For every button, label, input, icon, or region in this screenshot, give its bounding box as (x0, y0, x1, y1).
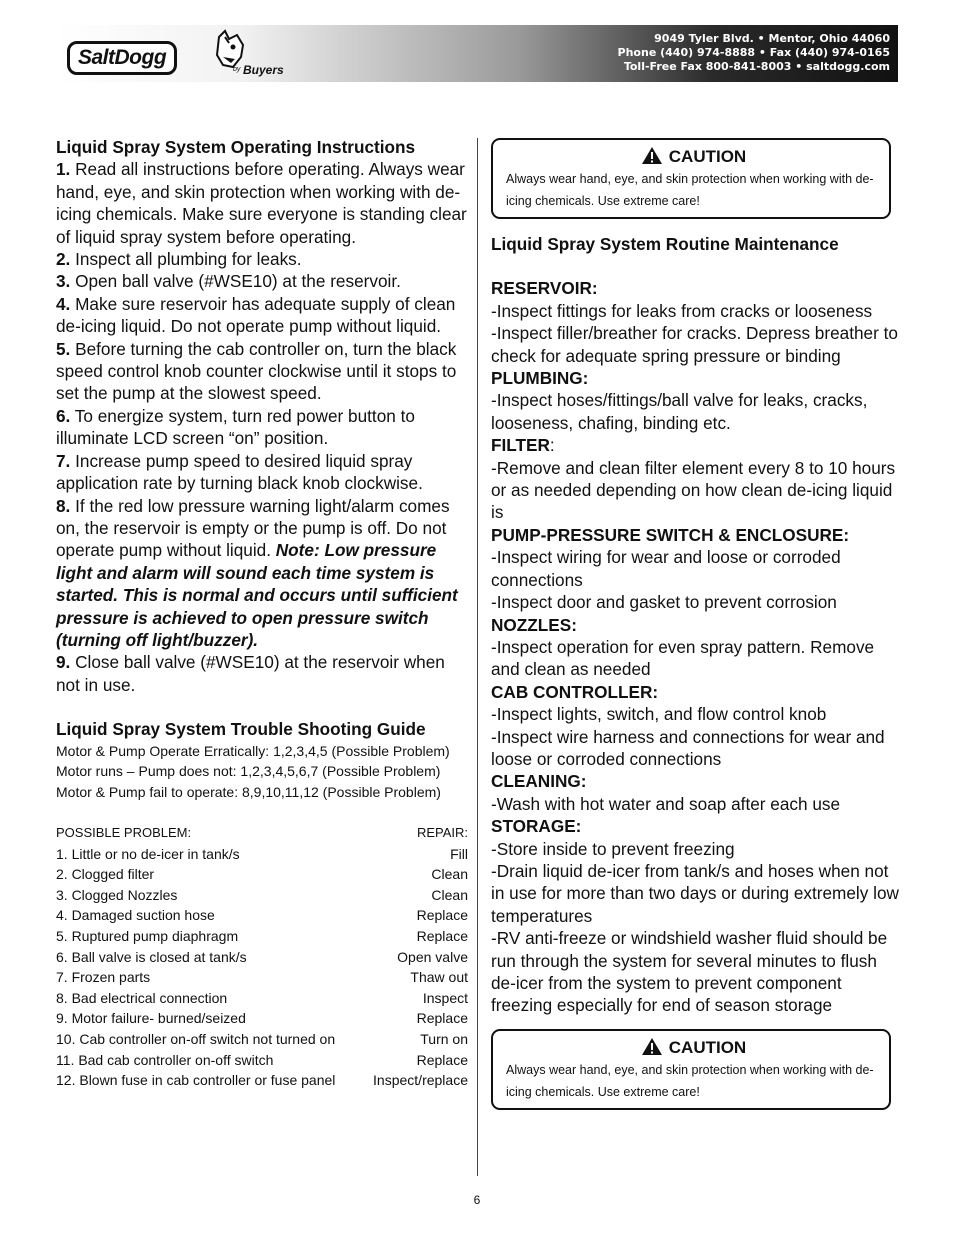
problem-cell: 8. Bad electrical connection (56, 989, 228, 1006)
instruction-step (56, 450, 468, 495)
step-number: 7. (56, 450, 71, 471)
table-row (56, 947, 468, 968)
logo-by: by (233, 66, 241, 73)
table-row (56, 1050, 468, 1071)
repair-cell: Inspect (422, 989, 468, 1006)
step-number: 8. (56, 495, 71, 516)
pump-item: -Inspect wiring for wear and loose or corroded connections (491, 547, 841, 590)
column-divider (477, 138, 478, 1176)
logo-wordmark: SaltDogg (67, 41, 177, 75)
page-number: 6 (473, 1193, 481, 1207)
step-text: Open ball valve (#WSE10) at the reservoir. (70, 271, 401, 292)
storage-heading: STORAGE: (491, 816, 582, 837)
step-text: Make sure reservoir has adequate supply of clean de-icing liquid. Do not operate pump without liquid. (56, 293, 456, 337)
step-number: 3. (56, 271, 71, 292)
reservoir-item: -Inspect fittings for leaks from cracks or looseness (491, 300, 873, 321)
nozzles-item: -Inspect operation for even spray pattern. Remove and clean as needed (491, 636, 875, 680)
step-number: 2. (56, 249, 71, 270)
troubleshooting-title: Liquid Spray System Trouble Shooting Guide (56, 719, 426, 740)
cab-controller-item: -Inspect wire harness and connections for wear and loose or corroded connections (491, 726, 885, 769)
step-text: Increase pump speed to desired liquid spray application rate by turning black knob clockwise. (56, 450, 423, 494)
cleaning-heading: CLEANING: (491, 771, 587, 792)
troubleshooting-summary (56, 741, 468, 803)
table-row (56, 864, 468, 885)
troubleshooting-header (56, 823, 468, 844)
caution-title: CAUTION (668, 1037, 747, 1057)
cab-controller-item: -Inspect lights, switch, and flow control knob (491, 704, 827, 725)
problem-cell: 9. Motor failure- burned/seized (56, 1010, 246, 1027)
caution-box-top (491, 138, 891, 219)
repair-cell: Thaw out (410, 969, 468, 986)
step-text: Read all instructions before operating. Always wear hand, eye, and skin protection when working with de-icing chemicals. Make sure everyone is standing clear of liquid spray system before operating. (56, 159, 467, 247)
dog-head-icon (213, 29, 247, 71)
step-text: To energize system, turn red power button to illuminate LCD screen “on” position. (56, 405, 415, 449)
table-row (56, 967, 468, 988)
step-text: If the red low pressure warning light/alarm comes on, the reservoir is empty or the pump is off. Do not operate pump without liquid. (56, 495, 450, 561)
filter-heading (491, 434, 901, 456)
problem-cell: 2. Clogged filter (56, 866, 155, 883)
repair-cell: Replace (416, 1010, 468, 1027)
problem-cell: 11. Bad cab controller on-off switch (56, 1051, 274, 1068)
repair-cell: Inspect/replace (373, 1072, 468, 1089)
instruction-step (56, 338, 468, 405)
repair-cell: Clean (431, 886, 468, 903)
pump-heading: PUMP-PRESSURE SWITCH & ENCLOSURE: (491, 524, 850, 545)
instruction-step (56, 651, 468, 696)
caution-box-bottom (491, 1029, 891, 1110)
instructions-title: Liquid Spray System Operating Instructions (56, 137, 416, 157)
filter-heading-text: FILTER (491, 435, 550, 456)
symptom-line: Motor runs – Pump does not: 1,2,3,4,5,6,7 (Possible Problem) (56, 763, 441, 780)
phone-fax: Phone (440) 974-8888 • Fax (440) 974-0165 (617, 46, 890, 59)
problem-cell: 6. Ball valve is closed at tank/s (56, 948, 247, 965)
page-header (55, 25, 898, 82)
instruction-step (56, 495, 468, 652)
pump-item: -Inspect door and gasket to prevent corrosion (491, 592, 837, 613)
instruction-step (56, 270, 468, 292)
instructions-steps (56, 158, 468, 696)
step-number: 4. (56, 293, 71, 314)
step-text: Close ball valve (#WSE10) at the reservoir when not in use. (56, 652, 445, 695)
reservoir-heading: RESERVOIR: (491, 278, 598, 299)
table-row (56, 926, 468, 947)
problem-column-header: POSSIBLE PROBLEM: (56, 825, 192, 841)
problem-cell: 4. Damaged suction hose (56, 907, 215, 924)
step-number: 5. (56, 338, 71, 359)
tollfree-website: Toll-Free Fax 800-841-8003 • saltdogg.com (623, 60, 890, 73)
low-pressure-note: Note: Low pressure light and alarm will sound each time system is started. This is normal and occurs until sufficient pressure is achieved to open pressure switch (turning off light/buzzer). (56, 540, 458, 650)
step-number: 6. (56, 405, 71, 426)
warning-icon (641, 146, 663, 165)
problem-cell: 10. Cab controller on-off switch not turned on (56, 1031, 336, 1047)
table-row (56, 988, 468, 1009)
symptom-line: Motor & Pump Operate Erratically: 1,2,3,4,5 (Possible Problem) (56, 742, 450, 759)
instruction-step (56, 158, 468, 248)
contact-info (618, 32, 890, 74)
problem-cell: 5. Ruptured pump diaphragm (56, 928, 239, 945)
instruction-step (56, 293, 468, 338)
nozzles-heading: NOZZLES: (491, 614, 577, 635)
maintenance-title: Liquid Spray System Routine Maintenance (491, 234, 839, 254)
repair-cell: Clean (431, 866, 468, 883)
table-row (56, 905, 468, 926)
storage-item: -RV anti-freeze or windshield washer fluid should be run through the system for several minutes to flush de-icer from the system to prevent component freezing especially for end of season storage (491, 928, 888, 1016)
table-row (56, 844, 468, 865)
troubleshooting-table (56, 844, 468, 1091)
problem-cell: 1. Little or no de-icer in tank/s (56, 845, 240, 862)
table-row (56, 1070, 468, 1091)
problem-cell: 12. Blown fuse in cab controller or fuse panel (56, 1072, 336, 1089)
caution-title: CAUTION (668, 147, 747, 166)
logo-buyers: Buyers (243, 63, 284, 77)
repair-cell: Turn on (420, 1031, 468, 1047)
cab-controller-heading: CAB CONTROLLER: (491, 681, 659, 702)
repair-cell: Replace (416, 928, 468, 945)
repair-column-header: REPAIR: (416, 825, 468, 841)
step-number: 9. (56, 652, 71, 673)
storage-item: -Store inside to prevent freezing (491, 838, 735, 859)
table-row (56, 885, 468, 906)
problem-cell: 7. Frozen parts (56, 969, 151, 986)
caution-text: Always wear hand, eye, and skin protection when working with de-icing chemicals. Use extreme care! (506, 172, 874, 208)
step-text: Inspect all plumbing for leaks. (70, 249, 302, 270)
saltdogg-logo (67, 37, 307, 77)
plumbing-heading: PLUMBING: (491, 368, 589, 389)
storage-item: -Drain liquid de-icer from tank/s and hoses when not in use for more than two days or during extremely low temperatures (491, 860, 899, 926)
cleaning-item: -Wash with hot water and soap after each use (491, 793, 841, 814)
address: 9049 Tyler Blvd. • Mentor, Ohio 44060 (654, 32, 890, 45)
filter-colon: : (549, 435, 555, 456)
repair-cell: Replace (416, 1051, 468, 1068)
repair-cell: Fill (450, 845, 468, 862)
instruction-step (56, 248, 468, 270)
table-row (56, 1029, 468, 1050)
caution-text: Always wear hand, eye, and skin protection when working with de-icing chemicals. Use extreme care! (506, 1062, 874, 1099)
repair-cell: Open valve (397, 948, 468, 965)
instruction-step (56, 405, 468, 450)
problem-cell: 3. Clogged Nozzles (56, 886, 178, 903)
plumbing-item: -Inspect hoses/fittings/ball valve for leaks, cracks, looseness, chafing, binding etc. (491, 390, 868, 433)
step-text: Before turning the cab controller on, turn the black speed control knob counter clockwise until it stops to set the pump at the slowest speed. (56, 338, 457, 404)
filter-item: -Remove and clean filter element every 8 to 10 hours or as needed depending on how clean de-icing liquid is (491, 457, 896, 523)
right-column (491, 138, 901, 1110)
repair-cell: Replace (416, 907, 468, 924)
warning-icon (641, 1037, 663, 1056)
reservoir-item: -Inspect filler/breather for cracks. Depress breather to check for adequate spring pressure or binding (491, 323, 898, 366)
table-row (56, 1008, 468, 1029)
symptom-line: Motor & Pump fail to operate: 8,9,10,11,12 (Possible Problem) (56, 783, 441, 800)
step-number: 1. (56, 159, 71, 180)
left-column (56, 136, 468, 1091)
